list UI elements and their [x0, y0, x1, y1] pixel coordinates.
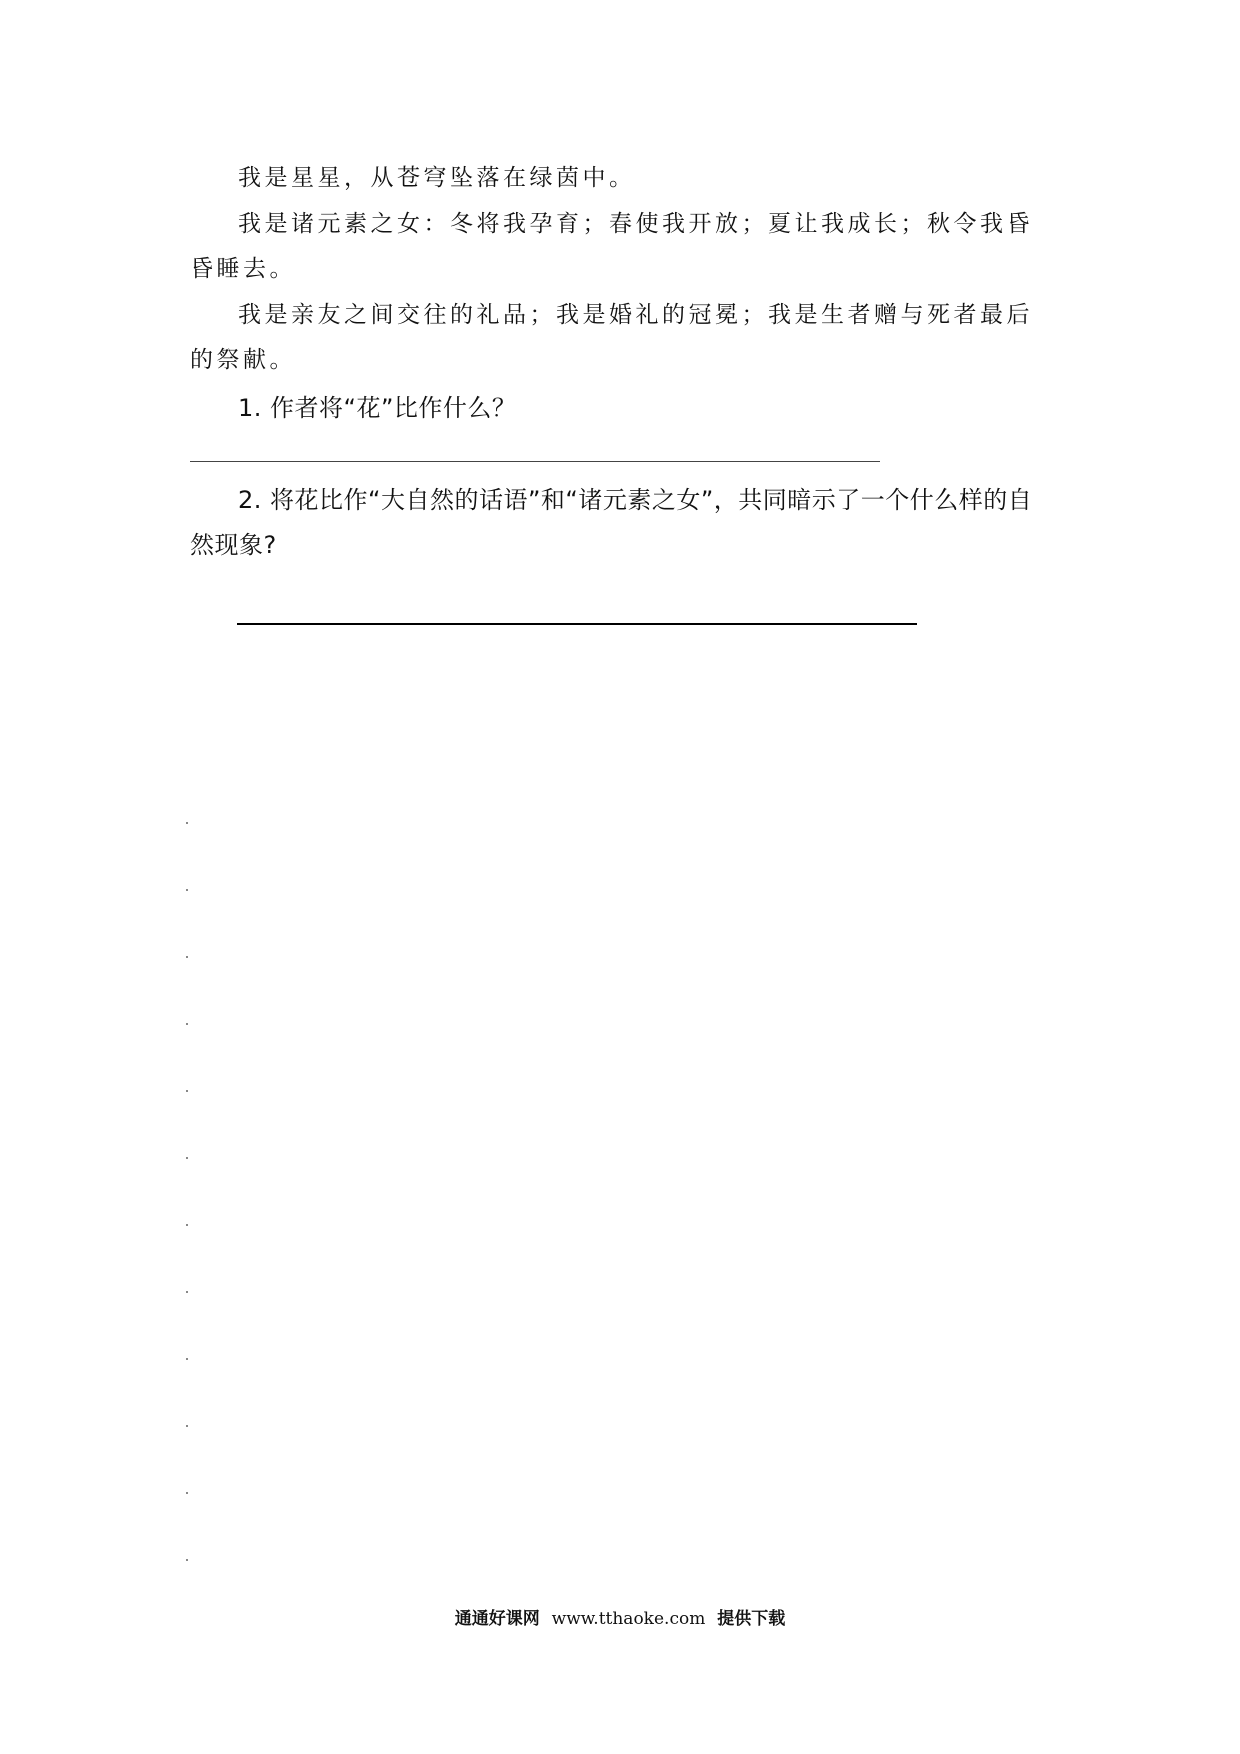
margin-mark — [186, 1224, 188, 1226]
page-footer — [0, 1604, 1240, 1629]
margin-mark — [186, 1291, 188, 1293]
margin-mark — [186, 822, 188, 824]
footer-suffix: 提供下载 — [717, 1609, 786, 1629]
footer-site-name: 通通好课网 — [454, 1609, 540, 1629]
margin-mark — [186, 1425, 188, 1427]
margin-mark — [186, 889, 188, 891]
margin-mark — [186, 1157, 188, 1159]
answer-line-1 — [190, 461, 880, 462]
margin-mark — [186, 1023, 188, 1025]
margin-mark — [186, 1559, 188, 1561]
question-2: 2. 将花比作“大自然的话语”和“诸元素之女”，共同暗示了一个什么样的自然现象? — [190, 486, 1033, 559]
answer-line-2 — [237, 623, 917, 625]
footer-url: www.tthaoke.com — [551, 1609, 706, 1629]
passage-paragraph-1: 我是星星，从苍穹坠落在绿茵中。 — [238, 165, 636, 191]
question-1: 1. 作者将“花”比作什么？ — [238, 394, 517, 422]
passage-paragraph-2: 我是诸元素之女：冬将我孕育；春使我开放；夏让我成长；秋令我昏昏睡去。 — [190, 211, 1033, 282]
passage-paragraph-3: 我是亲友之间交往的礼品；我是婚礼的冠冕；我是生者赠与死者最后的祭献。 — [190, 302, 1033, 373]
margin-mark — [186, 1492, 188, 1494]
margin-mark — [186, 956, 188, 958]
margin-mark — [186, 1358, 188, 1360]
margin-mark — [186, 1090, 188, 1092]
